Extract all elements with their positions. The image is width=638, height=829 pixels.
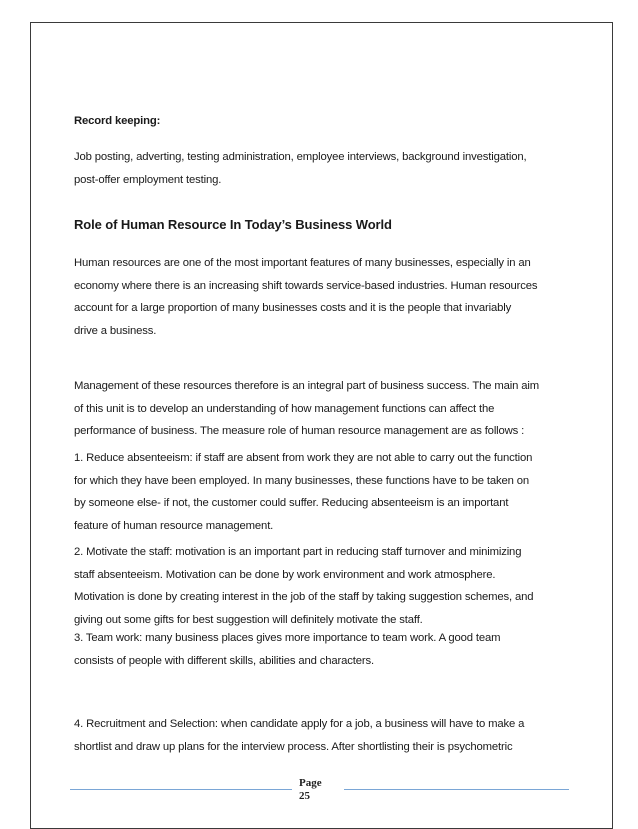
record-keeping-text xyxy=(74,146,570,191)
text-line: staff absenteeism. Motivation can be done by work environment and work atmosphere. xyxy=(74,568,496,581)
text-line: giving out some gifts for best suggestion will definitely motivate the staff. xyxy=(74,613,423,626)
text-line: shortlist and draw up plans for the interview process. After shortlisting their is psychometric xyxy=(74,740,513,753)
text-line: consists of people with different skills, abilities and characters. xyxy=(74,654,374,667)
page-number-label xyxy=(299,777,339,803)
record-keeping-title: Record keeping: xyxy=(74,115,161,127)
text-line: 1. Reduce absenteeism: if staff are absent from work they are not able to carry out the function xyxy=(74,452,533,464)
text-line: Human resources are one of the most important features of many businesses, especially in an xyxy=(74,257,531,269)
page-number: 25 xyxy=(299,790,310,802)
footer-rule-left xyxy=(70,789,292,790)
section-heading: Role of Human Resource In Today’s Business World xyxy=(74,217,392,232)
footer-rule-right xyxy=(344,789,569,790)
text-line: Job posting, adverting, testing administration, employee interviews, background investigation, xyxy=(74,151,527,163)
paragraph-motivation xyxy=(74,541,570,631)
text-line: Motivation is done by creating interest in the job of the staff by taking suggestion schemes, and xyxy=(74,591,534,603)
text-line: 3. Team work: many business places gives more importance to team work. A good team xyxy=(74,632,501,644)
text-line: post-offer employment testing. xyxy=(74,173,222,186)
text-line: account for a large proportion of many businesses costs and it is the people that invariably xyxy=(74,302,512,314)
text-line: for which they have been employed. In many businesses, these functions have to be taken on xyxy=(74,474,529,487)
page-word: Page xyxy=(299,777,322,789)
text-line: of this unit is to develop an understanding of how management functions can affect the xyxy=(74,402,495,415)
text-line: drive a business. xyxy=(74,324,157,337)
paragraph-absenteeism xyxy=(74,447,570,537)
text-line: 2. Motivate the staff: motivation is an important part in reducing staff turnover and minimizing xyxy=(74,546,522,558)
paragraph-intro xyxy=(74,252,570,342)
text-line: economy where there is an increasing shift towards service-based industries. Human resources xyxy=(74,279,538,292)
text-line: Management of these resources therefore is an integral part of business success. The main aim xyxy=(74,380,539,392)
text-line: feature of human resource management. xyxy=(74,519,274,532)
paragraph-teamwork xyxy=(74,627,570,672)
text-line: performance of business. The measure role of human resource management are as follows : xyxy=(74,425,525,437)
paragraph-management xyxy=(74,375,570,443)
text-line: by someone else- if not, the customer could suffer. Reducing absenteeism is an important xyxy=(74,497,509,509)
text-line: 4. Recruitment and Selection: when candidate apply for a job, a business will have to make a xyxy=(74,718,525,730)
paragraph-recruitment xyxy=(74,713,570,758)
